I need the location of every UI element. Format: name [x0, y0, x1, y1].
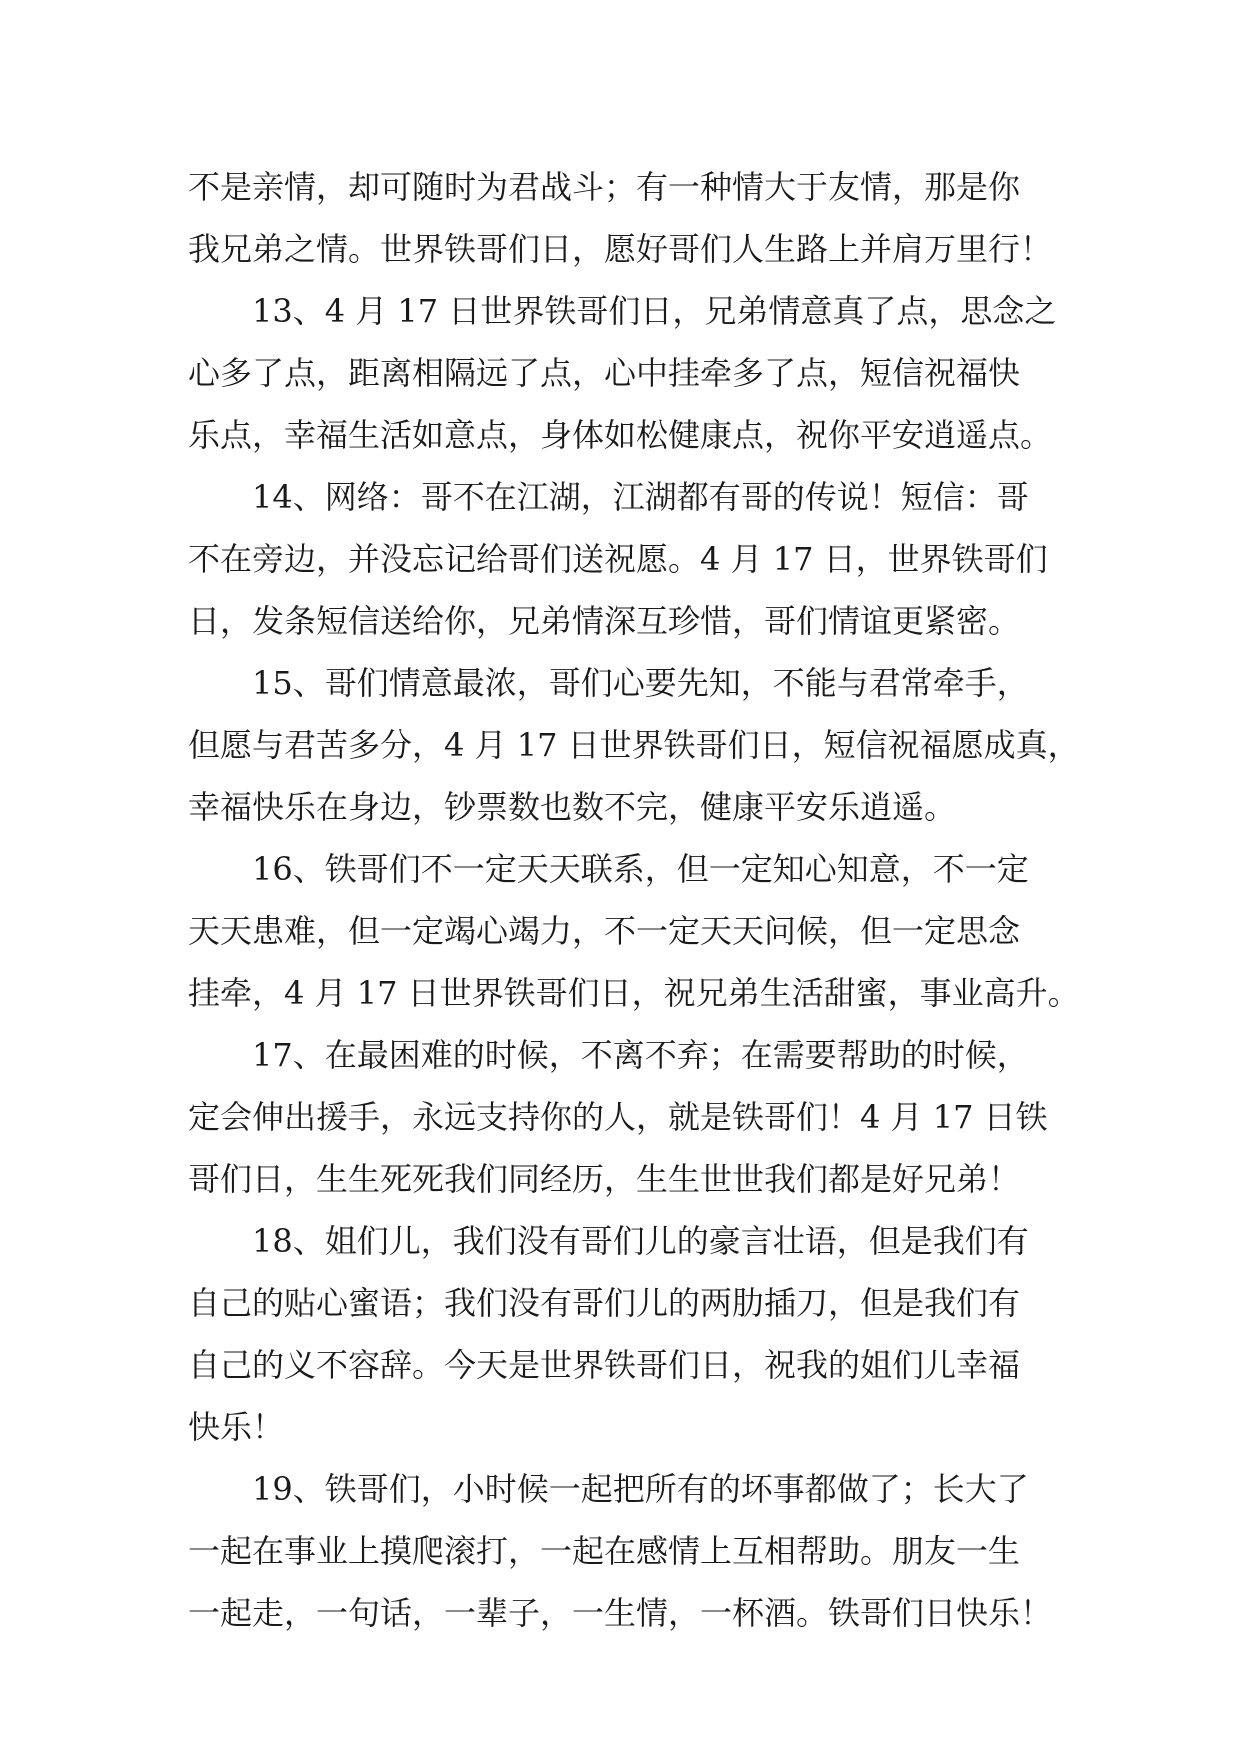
- text-line: 天天患难，但一定竭心竭力，不一定天天问候，但一定思念: [188, 912, 1021, 950]
- text-line: 一起走，一句话，一辈子，一生情，一杯酒。铁哥们日快乐！: [188, 1594, 1053, 1632]
- text-line: 自己的义不容辞。今天是世界铁哥们日，祝我的姐们儿幸福: [188, 1346, 1021, 1384]
- paragraph-17: [188, 1024, 1068, 1210]
- paragraph-16: [188, 838, 1080, 1024]
- paragraph-continuation: [188, 156, 1068, 280]
- text-line: 幸福快乐在身边，钞票数也数不完，健康平安乐逍遥。: [188, 788, 957, 826]
- text-line: 17、在最困难的时候，不离不弃；在需要帮助的时候，: [252, 1036, 1029, 1074]
- text-line: 但愿与君苦多分，4 月 17 日世界铁哥们日，短信祝福愿成真，: [188, 726, 1080, 764]
- paragraph-14: [188, 466, 1068, 652]
- text-line: 不是亲情，却可随时为君战斗；有一种情大于友情，那是你: [188, 168, 1021, 206]
- text-line: 快乐！: [188, 1408, 285, 1446]
- text-line: 我兄弟之情。世界铁哥们日，愿好哥们人生路上并肩万里行！: [188, 230, 1053, 268]
- text-line: 16、铁哥们不一定天天联系，但一定知心知意，不一定: [252, 850, 1029, 888]
- text-line: 18、姐们儿，我们没有哥们儿的豪言壮语，但是我们有: [252, 1222, 1029, 1260]
- paragraph-13: [188, 280, 1068, 466]
- text-line: 15、哥们情意最浓，哥们心要先知，不能与君常牵手，: [252, 664, 1029, 702]
- text-line: 一起在事业上摸爬滚打，一起在感情上互相帮助。朋友一生: [188, 1532, 1021, 1570]
- text-line: 自己的贴心蜜语；我们没有哥们儿的两肋插刀，但是我们有: [188, 1284, 1021, 1322]
- text-line: 挂牵，4 月 17 日世界铁哥们日，祝兄弟生活甜蜜，事业高升。: [188, 974, 1080, 1012]
- text-line: 日，发条短信送给你，兄弟情深互珍惜，哥们情谊更紧密。: [188, 602, 1021, 640]
- text-line: 心多了点，距离相隔远了点，心中挂牵多了点，短信祝福快: [188, 354, 1021, 392]
- text-line: 14、网络：哥不在江湖，江湖都有哥的传说！短信：哥: [252, 478, 1029, 516]
- paragraph-18: [188, 1210, 1068, 1458]
- paragraph-19: [188, 1458, 1068, 1644]
- text-line: 定会伸出援手，永远支持你的人，就是铁哥们！4 月 17 日铁: [188, 1098, 1048, 1136]
- text-line: 13、4 月 17 日世界铁哥们日，兄弟情意真了点，思念之: [252, 292, 1057, 330]
- body-text: [188, 156, 1080, 1644]
- text-line: 哥们日，生生死死我们同经历，生生世世我们都是好兄弟！: [188, 1160, 1021, 1198]
- paragraph-15: [188, 652, 1080, 838]
- text-line: 不在旁边，并没忘记给哥们送祝愿。4 月 17 日，世界铁哥们: [188, 540, 1048, 578]
- text-line: 19、铁哥们，小时候一起把所有的坏事都做了；长大了: [252, 1470, 1029, 1508]
- text-line: 乐点，幸福生活如意点，身体如松健康点，祝你平安逍遥点。: [188, 416, 1053, 454]
